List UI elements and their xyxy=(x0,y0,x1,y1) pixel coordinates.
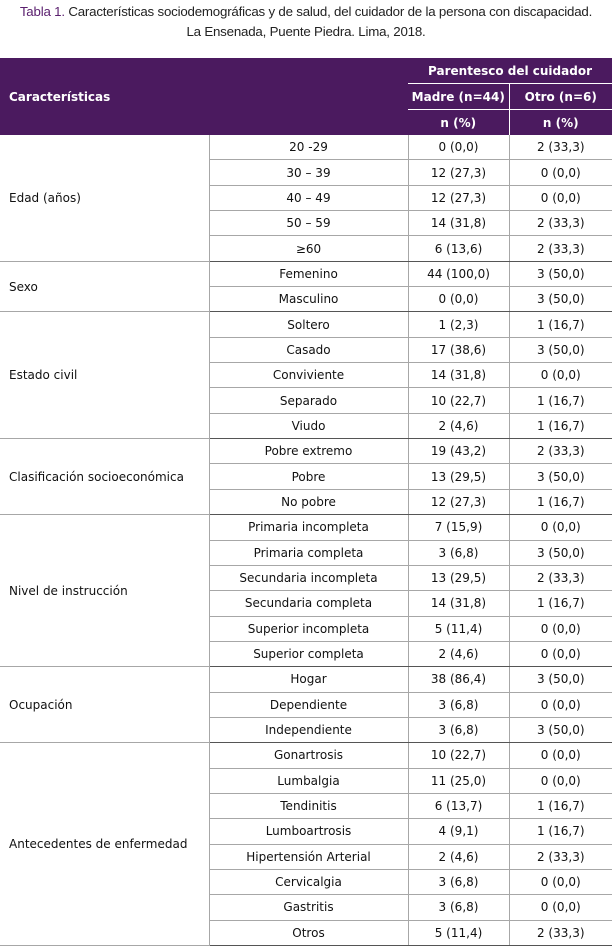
value-otro: 1 (16,7) xyxy=(509,489,612,514)
value-madre: 44 (100,0) xyxy=(408,261,509,286)
value-madre: 10 (22,7) xyxy=(408,743,509,768)
row-label: 40 – 49 xyxy=(209,185,408,210)
value-madre: 6 (13,7) xyxy=(408,793,509,818)
value-madre: 2 (4,6) xyxy=(408,641,509,666)
row-label: Casado xyxy=(209,337,408,362)
value-madre: 12 (27,3) xyxy=(408,185,509,210)
row-label: Femenino xyxy=(209,261,408,286)
section-label: Edad (años) xyxy=(0,135,209,261)
row-label: No pobre xyxy=(209,489,408,514)
value-madre: 1 (2,3) xyxy=(408,312,509,337)
value-otro: 3 (50,0) xyxy=(509,667,612,692)
value-otro: 2 (33,3) xyxy=(509,920,612,945)
table-body xyxy=(0,135,612,946)
header-characteristics: Características xyxy=(0,58,209,135)
row-label: Superior completa xyxy=(209,641,408,666)
value-otro: 0 (0,0) xyxy=(509,641,612,666)
value-madre: 0 (0,0) xyxy=(408,287,509,312)
table-row xyxy=(0,312,612,337)
value-madre: 14 (31,8) xyxy=(408,211,509,236)
value-madre: 3 (6,8) xyxy=(408,717,509,742)
value-otro: 0 (0,0) xyxy=(509,515,612,540)
value-madre: 6 (13,6) xyxy=(408,236,509,261)
row-label: Gonartrosis xyxy=(209,743,408,768)
caption-text: Características sociodemográficas y de salud, del cuidador de la persona con discapacidad. xyxy=(64,4,593,19)
value-otro: 1 (16,7) xyxy=(509,819,612,844)
row-label: Lumboartrosis xyxy=(209,819,408,844)
row-label: Independiente xyxy=(209,717,408,742)
value-madre: 0 (0,0) xyxy=(408,135,509,160)
value-otro: 2 (33,3) xyxy=(509,439,612,464)
value-otro: 2 (33,3) xyxy=(509,565,612,590)
value-otro: 0 (0,0) xyxy=(509,692,612,717)
header-madre: Madre (n=44) xyxy=(408,84,509,110)
row-label: Hipertensión Arterial xyxy=(209,844,408,869)
row-label: Conviviente xyxy=(209,363,408,388)
table-caption xyxy=(0,2,612,42)
value-otro: 0 (0,0) xyxy=(509,616,612,641)
value-madre: 2 (4,6) xyxy=(408,844,509,869)
value-otro: 1 (16,7) xyxy=(509,312,612,337)
value-madre: 10 (22,7) xyxy=(408,388,509,413)
header-subcategory xyxy=(209,58,408,135)
table-row xyxy=(0,667,612,692)
section-label: Clasificación socioeconómica xyxy=(0,439,209,515)
value-otro: 2 (33,3) xyxy=(509,236,612,261)
value-madre: 3 (6,8) xyxy=(408,869,509,894)
caption-label: Tabla 1. xyxy=(19,4,65,19)
header-unit-madre: n (%) xyxy=(408,110,509,136)
value-madre: 13 (29,5) xyxy=(408,464,509,489)
value-madre: 14 (31,8) xyxy=(408,591,509,616)
row-label: Primaria incompleta xyxy=(209,515,408,540)
value-otro: 1 (16,7) xyxy=(509,793,612,818)
row-label: 20 -29 xyxy=(209,135,408,160)
value-otro: 1 (16,7) xyxy=(509,413,612,438)
value-madre: 5 (11,4) xyxy=(408,920,509,945)
caption-line-1 xyxy=(0,2,612,22)
table-row xyxy=(0,743,612,768)
table-row xyxy=(0,261,612,286)
row-label: 50 – 59 xyxy=(209,211,408,236)
value-otro: 0 (0,0) xyxy=(509,869,612,894)
value-otro: 3 (50,0) xyxy=(509,287,612,312)
row-label: Viudo xyxy=(209,413,408,438)
section-label: Antecedentes de enfermedad xyxy=(0,743,209,946)
row-label: Secundaria incompleta xyxy=(209,565,408,590)
section-label: Ocupación xyxy=(0,667,209,743)
row-label: Pobre extremo xyxy=(209,439,408,464)
value-madre: 7 (15,9) xyxy=(408,515,509,540)
data-table xyxy=(0,58,612,946)
row-label: 30 – 39 xyxy=(209,160,408,185)
caption-line-2: La Ensenada, Puente Piedra. Lima, 2018. xyxy=(186,24,426,39)
header-otro: Otro (n=6) xyxy=(509,84,612,110)
value-madre: 12 (27,3) xyxy=(408,489,509,514)
value-otro: 3 (50,0) xyxy=(509,540,612,565)
value-otro: 0 (0,0) xyxy=(509,185,612,210)
value-otro: 0 (0,0) xyxy=(509,743,612,768)
row-label: Dependiente xyxy=(209,692,408,717)
section-label: Estado civil xyxy=(0,312,209,439)
row-label: Separado xyxy=(209,388,408,413)
row-label: Secundaria completa xyxy=(209,591,408,616)
table-row xyxy=(0,135,612,160)
row-label: Pobre xyxy=(209,464,408,489)
value-madre: 3 (6,8) xyxy=(408,540,509,565)
value-madre: 2 (4,6) xyxy=(408,413,509,438)
value-madre: 3 (6,8) xyxy=(408,895,509,920)
section-label: Nivel de instrucción xyxy=(0,515,209,667)
row-label: Gastritis xyxy=(209,895,408,920)
value-otro: 2 (33,3) xyxy=(509,135,612,160)
header-group: Parentesco del cuidador xyxy=(408,58,612,84)
table-header xyxy=(0,58,612,135)
row-label: Otros xyxy=(209,920,408,945)
row-label: Primaria completa xyxy=(209,540,408,565)
value-madre: 38 (86,4) xyxy=(408,667,509,692)
value-otro: 1 (16,7) xyxy=(509,591,612,616)
value-madre: 17 (38,6) xyxy=(408,337,509,362)
value-madre: 4 (9,1) xyxy=(408,819,509,844)
section-label: Sexo xyxy=(0,261,209,312)
value-otro: 2 (33,3) xyxy=(509,211,612,236)
value-madre: 5 (11,4) xyxy=(408,616,509,641)
value-otro: 3 (50,0) xyxy=(509,464,612,489)
value-otro: 3 (50,0) xyxy=(509,261,612,286)
row-label: Lumbalgia xyxy=(209,768,408,793)
value-otro: 3 (50,0) xyxy=(509,717,612,742)
row-label: Cervicalgia xyxy=(209,869,408,894)
row-label: Soltero xyxy=(209,312,408,337)
value-madre: 3 (6,8) xyxy=(408,692,509,717)
row-label: Masculino xyxy=(209,287,408,312)
row-label: Tendinitis xyxy=(209,793,408,818)
value-otro: 0 (0,0) xyxy=(509,895,612,920)
value-madre: 12 (27,3) xyxy=(408,160,509,185)
header-unit-otro: n (%) xyxy=(509,110,612,136)
row-label: Hogar xyxy=(209,667,408,692)
row-label: Superior incompleta xyxy=(209,616,408,641)
row-label: ≥60 xyxy=(209,236,408,261)
value-otro: 0 (0,0) xyxy=(509,160,612,185)
value-otro: 0 (0,0) xyxy=(509,363,612,388)
value-otro: 1 (16,7) xyxy=(509,388,612,413)
table-row xyxy=(0,515,612,540)
value-otro: 2 (33,3) xyxy=(509,844,612,869)
table-row xyxy=(0,439,612,464)
value-madre: 14 (31,8) xyxy=(408,363,509,388)
value-otro: 0 (0,0) xyxy=(509,768,612,793)
value-otro: 3 (50,0) xyxy=(509,337,612,362)
value-madre: 13 (29,5) xyxy=(408,565,509,590)
value-madre: 19 (43,2) xyxy=(408,439,509,464)
value-madre: 11 (25,0) xyxy=(408,768,509,793)
